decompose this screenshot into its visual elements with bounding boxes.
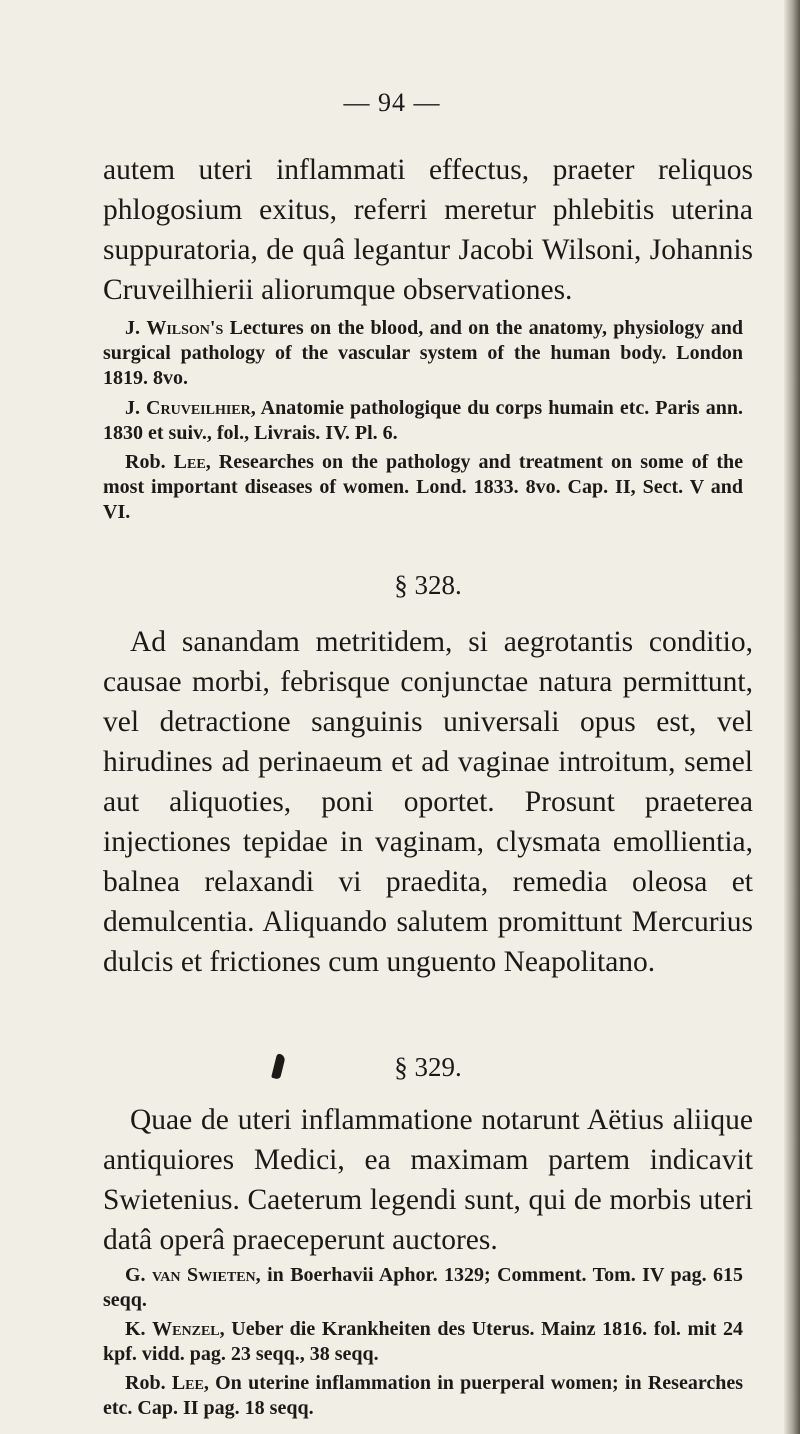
section-heading-329: § 329. bbox=[394, 1052, 462, 1082]
paragraph-2: Ad sanandam metritidem, si aegrotantis conditio, causae morbi, febrisque conjunctae natura permittunt, vel detractione sanguinis universali opus est, vel hirudines ad perinaeum et ad vaginae introitum, semel aut aliquoties, poni oportet. Prosunt praeterea injectiones tepidae in vaginam, clysmata emollientia, balnea relaxandi vi praedita, remedia oleosa et demulcentia. Aliquando salutem promittunt Mercurius dulcis et frictiones cum unguento Neapolitano. bbox=[103, 626, 753, 978]
reference-lee-2: Rob. Lee, On uterine inflammation in puerperal women; in Researches etc. Cap. II pag. 18 seqq. bbox=[103, 1372, 744, 1419]
page-edge-shadow bbox=[784, 0, 800, 1434]
paragraph-3: Quae de uteri inflammatione notarunt Aëtius aliique antiquiores Medici, ea maximam partem indicavit Swietenius. Caeterum legendi sunt, qui de morbis uteri datâ operâ praeceperunt auctores. bbox=[103, 1104, 753, 1256]
reference-cruveilhier: J. Cruveilhier, Anatomie pathologique du corps humain etc. Paris ann. 1830 et suiv., fol., Livrais. IV. Pl. 6. bbox=[103, 397, 743, 444]
reference-wilson: J. Wilson's Lectures on the blood, and on the anatomy, physiology and surgical pathology of the vascular system of the human body. London 1819. 8vo. bbox=[103, 317, 744, 389]
reference-wenzel: K. Wenzel, Ueber die Krankheiten des Uterus. Mainz 1816. fol. mit 24 kpf. vidd. pag. 23 seqq., 38 seqq. bbox=[103, 1318, 744, 1365]
paragraph-1: autem uteri inflammati effectus, praeter reliquos phlogosium exitus, referri meretur phlebitis uterina suppuratoria, de quâ legantur Jacobi Wilsoni, Johannis Cruveilhierii aliorumque observationes. bbox=[103, 154, 753, 306]
reference-lee: Rob. Lee, Researches on the pathology and treatment on some of the most important diseases of women. Lond. 1833. 8vo. Cap. II, Sect. V and VI. bbox=[103, 451, 744, 523]
reference-van-swieten: G. van Swieten, in Boerhavii Aphor. 1329; Comment. Tom. IV pag. 615 seqq. bbox=[103, 1264, 744, 1311]
section-heading-328: § 328. bbox=[394, 570, 462, 600]
page-number: — 94 — bbox=[343, 88, 441, 117]
